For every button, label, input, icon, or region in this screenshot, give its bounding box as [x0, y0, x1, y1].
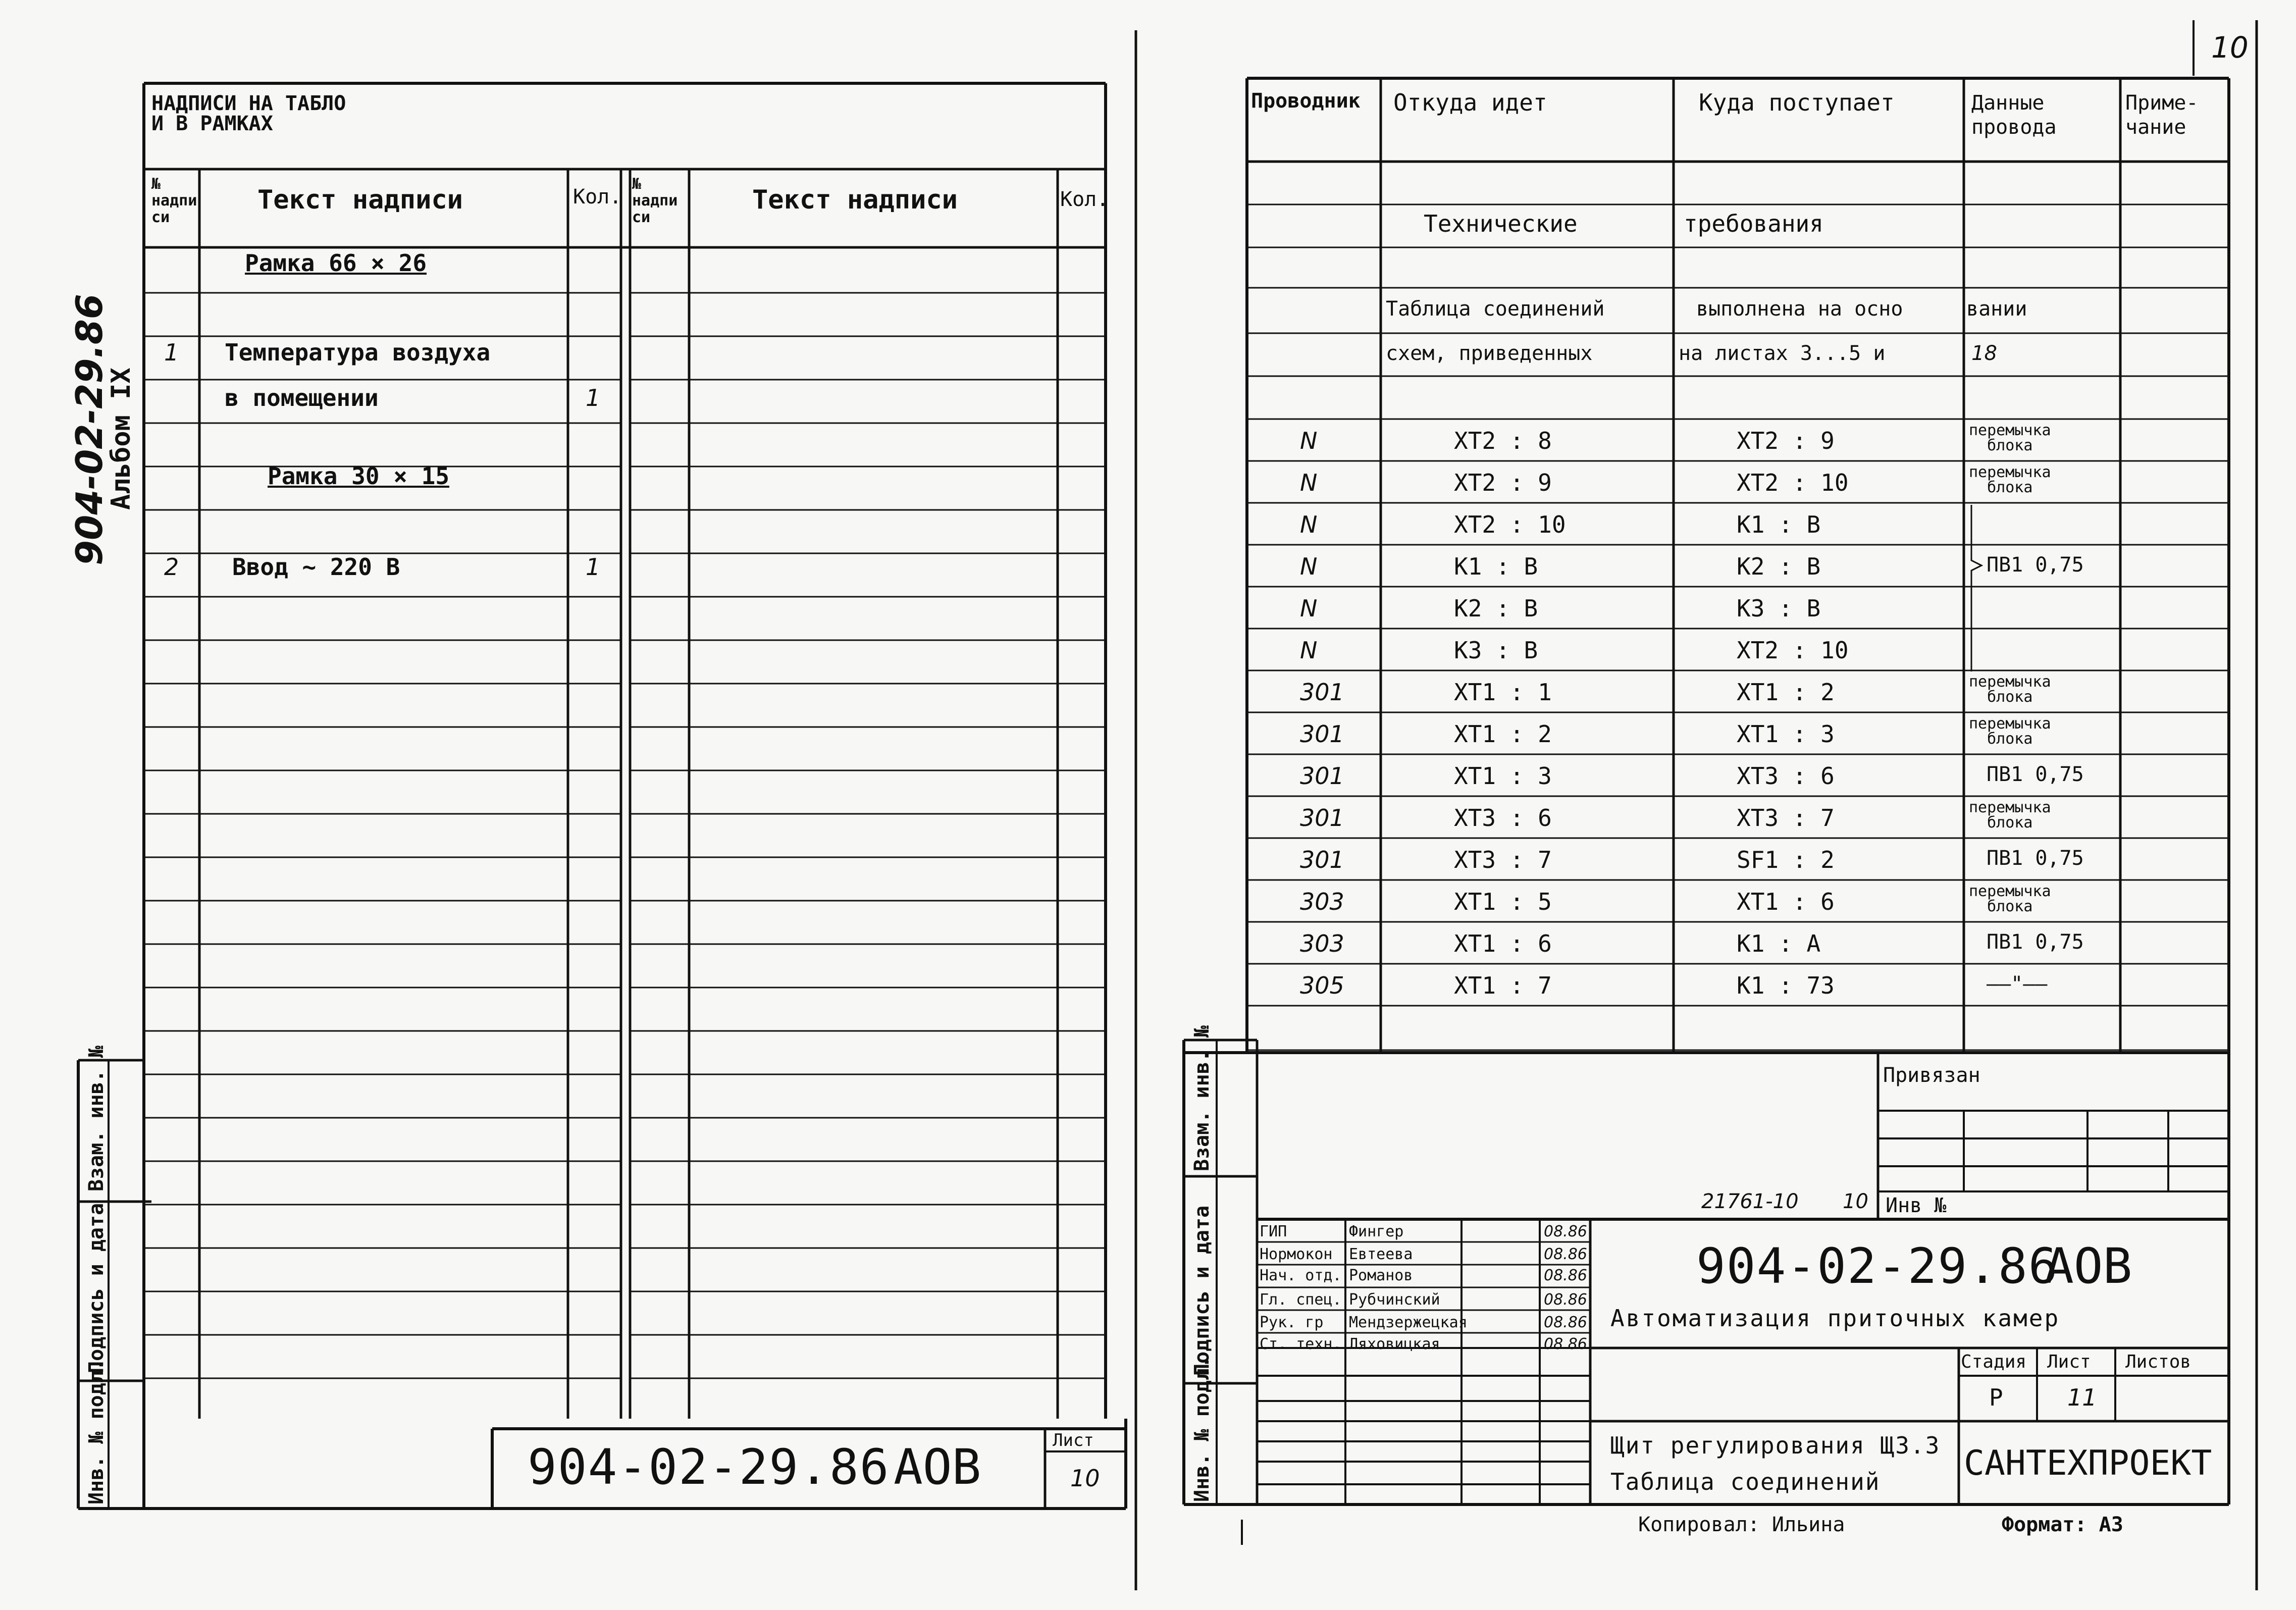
row-wire-data: перемычка блока — [1969, 673, 2051, 706]
row-to: XT2 : 10 — [1737, 469, 1849, 496]
sig-role: Рук. гр — [1260, 1314, 1324, 1331]
row-from: XT3 : 7 — [1454, 846, 1552, 873]
row-conductor: 305 — [1300, 972, 1344, 999]
note2-b: на листах 3...5 и — [1679, 342, 1886, 365]
sheet-value: 11 — [2067, 1384, 2097, 1411]
sig-name: Рубчинский — [1349, 1291, 1440, 1309]
note2-a: схем, приведенных — [1386, 342, 1593, 365]
right-margin-podpis: Подпись и дата — [1190, 1205, 1214, 1376]
inv-number: 21761-10 — [1701, 1190, 1799, 1213]
sig-date: 08.86 — [1544, 1291, 1587, 1309]
row-to: XT3 : 7 — [1737, 804, 1835, 832]
doc-title-2: Таблица соединений — [1610, 1468, 1881, 1495]
row-from: XT2 : 8 — [1454, 427, 1552, 454]
row-to: XT2 : 9 — [1737, 427, 1835, 454]
row-conductor: N — [1300, 511, 1318, 538]
row-from: XT2 : 9 — [1454, 469, 1552, 496]
row-wire-data: перемычка блока — [1969, 715, 2051, 748]
left-stamp-code: 904-02-29.86 — [528, 1439, 890, 1495]
stage-label: Стадия — [1961, 1352, 2027, 1372]
row-wire-data: перемычка блока — [1969, 882, 2051, 915]
row-from: XT3 : 6 — [1454, 804, 1552, 832]
left-col-text-2: Текст надписи — [752, 185, 958, 215]
copied-by: Копировал: Ильина — [1638, 1513, 1845, 1536]
row-conductor: 303 — [1300, 930, 1344, 957]
tech-req-left: Технические — [1424, 210, 1578, 237]
row-to: XT1 : 3 — [1737, 720, 1835, 748]
row-to: XT1 : 6 — [1737, 888, 1835, 915]
right-stamp-code: 904-02-29.86 — [1696, 1238, 2059, 1294]
row-from: K2 : B — [1454, 595, 1538, 622]
row-wire-data: ПВ1 0,75 — [1987, 763, 2084, 786]
left-col-qty-2: Кол. — [1060, 188, 1109, 211]
left-row-text-2: в помещении — [225, 384, 379, 411]
privyazan-label: Привязан — [1883, 1064, 1980, 1087]
sheets-label: Листов — [2125, 1352, 2191, 1372]
left-row-qty-3: 1 — [586, 553, 601, 581]
inv-sheet: 10 — [1843, 1190, 1868, 1213]
left-margin-vzam: Взам. инв. № — [85, 1046, 108, 1191]
left-col-qty: Кол. — [573, 185, 622, 209]
sig-date: 08.86 — [1544, 1335, 1587, 1353]
sig-date: 08.86 — [1544, 1245, 1587, 1263]
project-title: Автоматизация приточных камер — [1610, 1305, 2060, 1332]
sig-role: ГИП — [1260, 1223, 1287, 1240]
left-col-no-2: № надпи си — [632, 175, 678, 226]
sig-name: Фингер — [1349, 1223, 1404, 1240]
note1-c: вании — [1966, 297, 2027, 321]
row-conductor: N — [1300, 469, 1318, 496]
inv-label: Инв № — [1886, 1194, 1947, 1217]
sig-name: Ляховицкая — [1349, 1335, 1440, 1353]
row-wire-data: ПВ1 0,75 — [1987, 553, 2084, 577]
right-margin-inv: Инв. № подл. — [1190, 1356, 1214, 1502]
left-stamp-suffix: АОВ — [894, 1439, 981, 1495]
row-to: K2 : B — [1737, 553, 1821, 580]
row-wire-data: перемычка блока — [1969, 422, 2051, 454]
left-col-no: № надпи си — [151, 175, 197, 226]
row-from: XT2 : 10 — [1454, 511, 1566, 538]
left-row-text-3: Ввод ~ 220 В — [232, 553, 400, 581]
left-row-no-3: 2 — [164, 553, 179, 581]
row-wire-data: перемычка блока — [1969, 799, 2051, 832]
left-row-text-1: Температура воздуха — [225, 339, 491, 366]
row-from: XT1 : 7 — [1454, 972, 1552, 999]
row-conductor: 301 — [1300, 720, 1344, 748]
row-to: K1 : B — [1737, 511, 1821, 538]
row-from: XT1 : 5 — [1454, 888, 1552, 915]
left-row-qty-2: 1 — [586, 384, 601, 411]
row-to: XT3 : 6 — [1737, 762, 1835, 790]
row-to: K1 : A — [1737, 930, 1821, 957]
left-row-frame-1: Рамка 66 × 26 — [245, 249, 427, 277]
left-margin-inv: Инв. № подл. — [85, 1359, 108, 1504]
left-col-text: Текст надписи — [257, 185, 463, 215]
note1-a: Таблица соединений — [1386, 297, 1605, 321]
page-number: 10 — [2211, 30, 2249, 65]
row-from: XT1 : 6 — [1454, 930, 1552, 957]
row-conductor: 301 — [1300, 804, 1344, 832]
left-margin-podpis: Подпись и дата — [85, 1203, 108, 1373]
right-col-conductor: Проводник — [1251, 89, 1361, 113]
right-col-data: Данные провода — [1971, 91, 2057, 139]
right-col-to: Куда поступает — [1699, 89, 1895, 116]
row-from: XT1 : 1 — [1454, 679, 1552, 706]
stage-value: Р — [1989, 1384, 2003, 1411]
right-col-from: Откуда идет — [1393, 89, 1547, 116]
sig-name: Мендзержецкая — [1349, 1314, 1468, 1331]
note1-b: выполнена на осно — [1696, 297, 1903, 321]
side-code: 904-02-29.86 — [68, 294, 111, 565]
sig-role: Нормокон — [1260, 1245, 1333, 1263]
row-wire-data: ПВ1 0,75 — [1987, 930, 2084, 954]
row-conductor: N — [1300, 637, 1318, 664]
sig-date: 08.86 — [1544, 1223, 1587, 1240]
row-to: K1 : 73 — [1737, 972, 1835, 999]
sig-date: 08.86 — [1544, 1267, 1587, 1284]
format: Формат: А3 — [2002, 1513, 2123, 1536]
row-to: SF1 : 2 — [1737, 846, 1835, 873]
organization: САНТЕХПРОЕКТ — [1964, 1443, 2212, 1483]
row-conductor: 301 — [1300, 762, 1344, 790]
row-from: XT1 : 2 — [1454, 720, 1552, 748]
row-from: K3 : B — [1454, 637, 1538, 664]
row-wire-data: ——"—— — [1987, 972, 2048, 996]
row-from: XT1 : 3 — [1454, 762, 1552, 790]
left-sheet-label: Лист — [1053, 1430, 1094, 1450]
doc-title-1: Щит регулирования Щ3.3 — [1610, 1432, 1941, 1459]
sig-role: Ст. техн. — [1260, 1335, 1342, 1353]
side-album: Альбом IX — [106, 368, 136, 510]
row-to: K3 : B — [1737, 595, 1821, 622]
row-conductor: N — [1300, 553, 1318, 580]
sig-name: Романов — [1349, 1267, 1413, 1284]
row-to: XT1 : 2 — [1737, 679, 1835, 706]
row-conductor: N — [1300, 595, 1318, 622]
row-conductor: 301 — [1300, 846, 1344, 873]
row-conductor: 301 — [1300, 679, 1344, 706]
sig-role: Нач. отд. — [1260, 1267, 1342, 1284]
row-from: K1 : B — [1454, 553, 1538, 580]
row-wire-data: перемычка блока — [1969, 463, 2051, 496]
row-wire-data: ПВ1 0,75 — [1987, 847, 2084, 870]
right-col-note: Приме- чание — [2125, 91, 2199, 139]
sig-date: 08.86 — [1544, 1314, 1587, 1331]
sheet-label: Лист — [2047, 1352, 2091, 1372]
left-sheet-no: 10 — [1070, 1465, 1100, 1492]
right-margin-vzam: Взам. инв. № — [1190, 1025, 1214, 1171]
note2-c: 18 — [1971, 342, 1997, 365]
row-conductor: 303 — [1300, 888, 1344, 915]
left-table-header: НАДПИСИ НА ТАБЛО И В РАМКАХ — [151, 92, 346, 135]
left-row-no-1: 1 — [164, 339, 179, 366]
sig-role: Гл. спец. — [1260, 1291, 1342, 1309]
row-to: XT2 : 10 — [1737, 637, 1849, 664]
left-row-frame-2: Рамка 30 × 15 — [268, 462, 450, 490]
tech-req-right: требования — [1684, 210, 1823, 237]
right-stamp-suffix: АОВ — [2045, 1238, 2132, 1294]
row-conductor: N — [1300, 427, 1318, 454]
sig-name: Евтеева — [1349, 1245, 1413, 1263]
